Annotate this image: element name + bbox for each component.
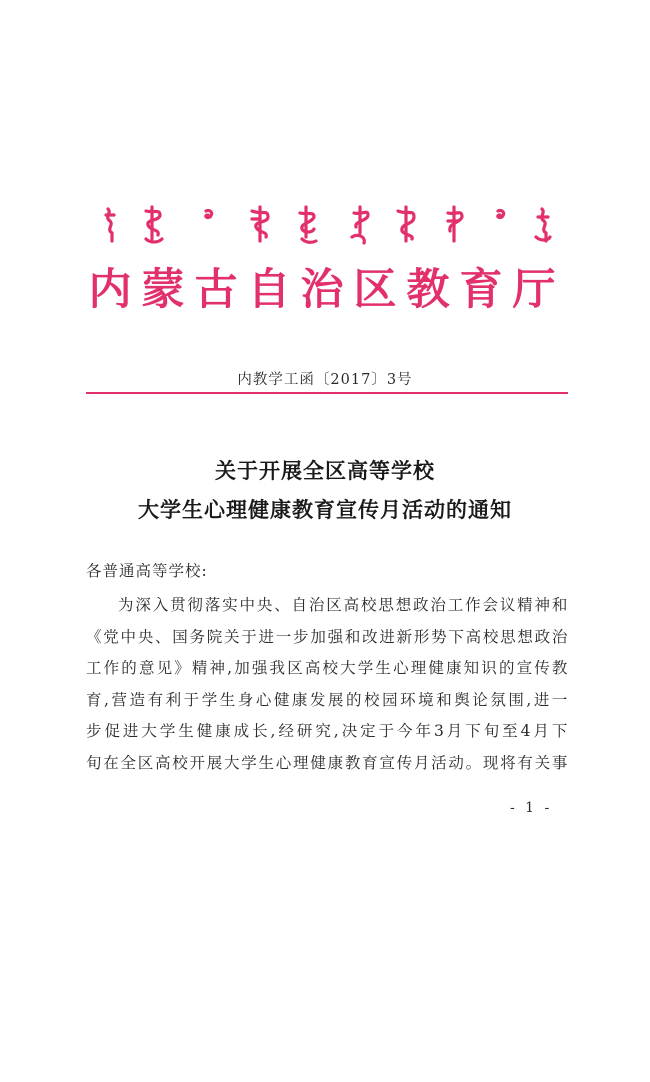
page-number: - 1 -: [510, 800, 553, 816]
document-number: 内教学工函〔2017〕3号: [237, 372, 413, 388]
body-line: 旬在全区高校开展大学生心理健康教育宣传月活动。现将有关事: [86, 753, 568, 772]
body-line: 育,营造有利于学生身心健康发展的校园环境和舆论氛围,进一: [86, 690, 568, 709]
salutation: 各普通高等学校:: [86, 562, 208, 580]
document-title-line-1: 关于开展全区高等学校: [215, 459, 435, 483]
document-title-line-2: 大学生心理健康教育宣传月活动的通知: [138, 498, 512, 522]
body-line: 工作的意见》精神,加强我区高校大学生心理健康知识的宣传教: [86, 659, 568, 678]
issuer-name: 内蒙古自治区教育厅: [88, 265, 566, 315]
mongolian-script-heading: [102, 203, 552, 245]
body-line: 《党中央、国务院关于进一步加强和改进新形势下高校思想政治: [86, 627, 568, 646]
body-line: 为深入贯彻落实中央、自治区高校思想政治工作会议精神和: [118, 596, 568, 614]
body-paragraph: [86, 590, 568, 780]
body-line: 步促进大学生健康成长,经研究,决定于今年3月下旬至4月下: [86, 722, 568, 741]
red-divider-line: [86, 392, 568, 394]
